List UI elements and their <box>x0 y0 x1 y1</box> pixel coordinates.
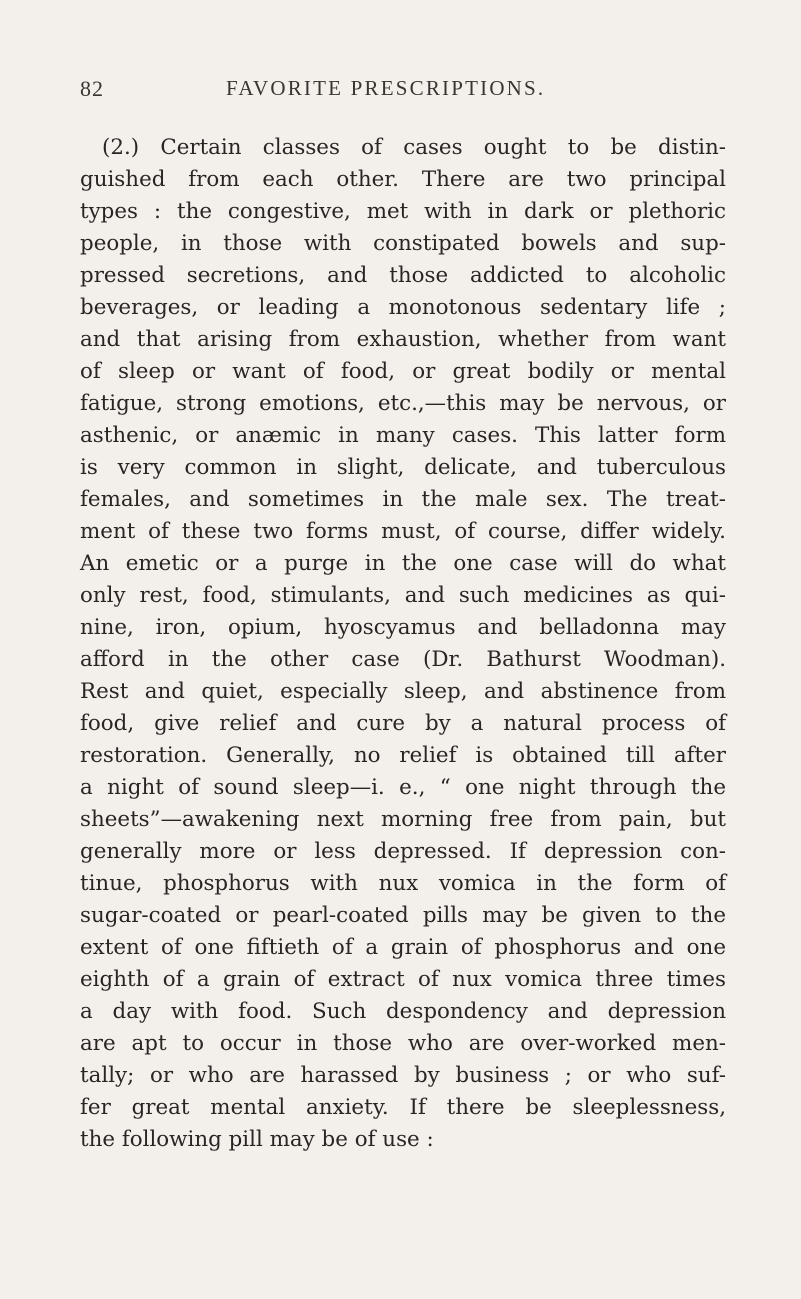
text-line: Rest and quiet, especially sleep, and abstinence from <box>80 679 726 704</box>
text-line: guished from each other. There are two principal <box>80 167 726 192</box>
text-line: afford in the other case (Dr. Bathurst Woodman). <box>80 647 726 672</box>
body-paragraph <box>80 132 726 1156</box>
text-line: eighth of a grain of extract of nux vomica three times <box>80 967 726 992</box>
text-line: only rest, food, stimulants, and such medicines as qui- <box>80 583 726 608</box>
text-line: is very common in slight, delicate, and tuberculous <box>80 455 726 480</box>
running-head <box>80 76 720 106</box>
text-line: ment of these two forms must, of course, differ widely. <box>80 519 726 544</box>
text-line: and that arising from exhaustion, whether from want <box>80 327 726 352</box>
text-line: pressed secretions, and those addicted to alcoholic <box>80 263 726 288</box>
text-line: of sleep or want of food, or great bodily or mental <box>80 359 726 384</box>
text-line: fatigue, strong emotions, etc.,—this may be nervous, or <box>80 391 726 416</box>
text-line: types : the congestive, met with in dark or plethoric <box>80 199 726 224</box>
text-line: people, in those with constipated bowels and sup- <box>80 231 726 256</box>
text-line: restoration. Generally, no relief is obtained till after <box>80 743 726 768</box>
text-line: food, give relief and cure by a natural process of <box>80 711 726 736</box>
text-line: extent of one fiftieth of a grain of phosphorus and one <box>80 935 726 960</box>
text-line: sugar-coated or pearl-coated pills may be given to the <box>80 903 726 928</box>
text-line: fer great mental anxiety. If there be sleeplessness, <box>80 1095 726 1120</box>
text-line: tinue, phosphorus with nux vomica in the form of <box>80 871 726 896</box>
text-line: a night of sound sleep—i. e., “ one night through the <box>80 775 726 800</box>
text-line: the following pill may be of use : <box>80 1127 434 1152</box>
text-line: females, and sometimes in the male sex. The treat- <box>80 487 726 512</box>
text-line: sheets”—awakening next morning free from pain, but <box>80 807 726 832</box>
text-line: a day with food. Such despondency and depression <box>80 999 726 1024</box>
text-line: are apt to occur in those who are over-worked men- <box>80 1031 726 1056</box>
text-line: asthenic, or anæmic in many cases. This latter form <box>80 423 726 448</box>
text-line: (2.) Certain classes of cases ought to be distin- <box>102 135 726 160</box>
text-line: beverages, or leading a monotonous sedentary life ; <box>80 295 726 320</box>
text-line: An emetic or a purge in the one case will do what <box>80 551 726 576</box>
page-number: 82 <box>80 76 104 101</box>
page-title: FAVORITE PRESCRIPTIONS. <box>226 76 546 100</box>
text-line: nine, iron, opium, hyoscyamus and belladonna may <box>80 615 726 640</box>
text-line: tally; or who are harassed by business ; or who suf- <box>80 1063 726 1088</box>
text-line: generally more or less depressed. If depression con- <box>80 839 726 864</box>
